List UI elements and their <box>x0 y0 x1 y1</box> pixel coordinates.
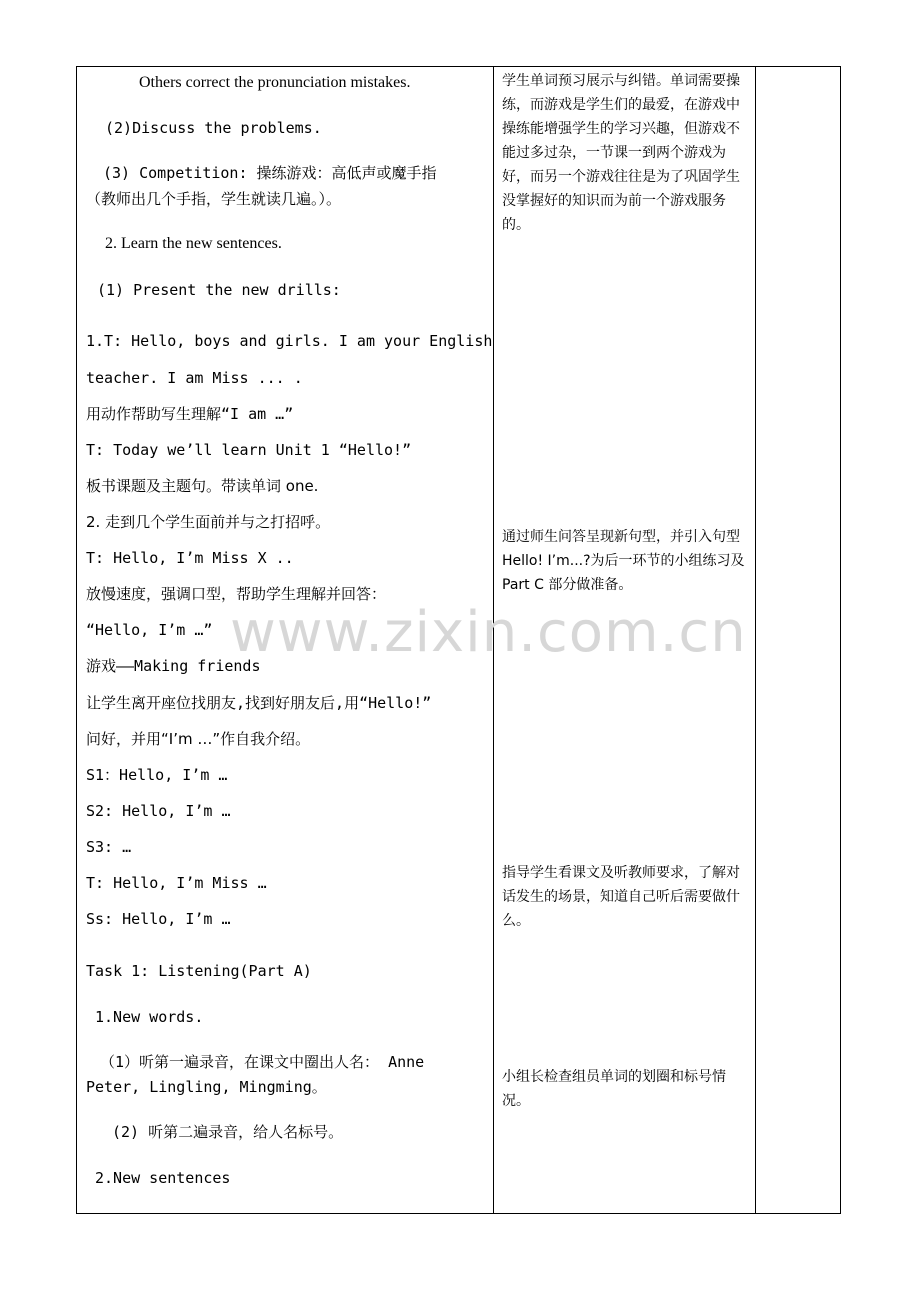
procedure-line: 2.New sentences <box>95 1169 231 1187</box>
procedure-line: S2: Hello, I’m … <box>86 802 231 820</box>
procedure-line: （1）听第一遍录音，在课文中圈出人名： Anne <box>100 1053 425 1071</box>
procedure-line: T: Today we’ll learn Unit 1 “Hello!” <box>86 441 412 459</box>
procedure-line: S3: … <box>86 838 132 856</box>
procedure-line: 游戏——Making friends <box>86 657 261 675</box>
procedure-line: 1.New words. <box>95 1008 204 1026</box>
lesson-plan-table <box>76 66 841 1214</box>
procedure-line: 用动作帮助写生理解“I am …” <box>86 405 294 423</box>
procedure-line: Task 1: Listening(Part A) <box>86 962 312 980</box>
procedure-line: (3) Competition: 操练游戏：高低声或魔手指 <box>103 164 437 182</box>
column-divider-1 <box>493 67 494 1213</box>
procedure-line: (2) 听第二遍录音，给人名标号。 <box>112 1123 344 1141</box>
design-note-2: 通过师生问答呈现新句型，并引入句型 Hello! I’m...?为后一环节的小组练习及 Part C 部分做准备。 <box>502 529 745 593</box>
procedure-line: 让学生离开座位找朋友,找到好朋友后,用“Hello!” <box>86 694 432 712</box>
procedure-line: 2. 走到几个学生面前并与之打招呼。 <box>86 513 331 531</box>
procedure-line: 2. Learn the new sentences. <box>105 235 282 252</box>
procedure-line: (2)Discuss the problems. <box>105 119 322 137</box>
procedure-line: 板书课题及主题句。带读单词 one. <box>86 477 319 495</box>
procedure-line: T: Hello, I’m Miss X .. <box>86 549 294 567</box>
column-divider-2 <box>755 67 756 1213</box>
procedure-line: 问好，并用“I’m …”作自我介绍。 <box>86 730 311 748</box>
procedure-line: （教师出几个手指，学生就读几遍。）。 <box>86 190 342 208</box>
procedure-line: (1) Present the new drills: <box>97 281 341 299</box>
procedure-line: “Hello, I’m …” <box>86 621 213 639</box>
procedure-line: teacher. I am Miss ... . <box>86 369 303 387</box>
design-note-4: 小组长检查组员单词的划圈和标号情况。 <box>502 1069 726 1109</box>
design-note-3: 指导学生看课文及听教师要求，了解对话发生的场景，知道自己听后需要做什么。 <box>502 865 740 929</box>
procedure-line: Ss: Hello, I’m … <box>86 910 231 928</box>
procedure-line: Peter, Lingling, Mingming。 <box>86 1078 327 1096</box>
procedure-line: 放慢速度，强调口型，帮助学生理解并回答： <box>86 585 387 603</box>
procedure-line: T: Hello, I’m Miss … <box>86 874 267 892</box>
procedure-line: 1.T: Hello, boys and girls. I am your English <box>86 332 493 350</box>
procedure-line: Others correct the pronunciation mistakes. <box>139 74 411 91</box>
watermark: www.zixin.com.cn <box>230 600 747 665</box>
procedure-line: S1：Hello, I’m … <box>86 766 228 784</box>
design-note-1: 学生单词预习展示与纠错。单词需要操练，而游戏是学生们的最爱，在游戏中操练能增强学生的学习兴趣，但游戏不能过多过杂，一节课一到两个游戏为好，而另一个游戏往往是为了巩固学生没掌握好的知识而为前一个游戏服务的。 <box>502 73 740 233</box>
